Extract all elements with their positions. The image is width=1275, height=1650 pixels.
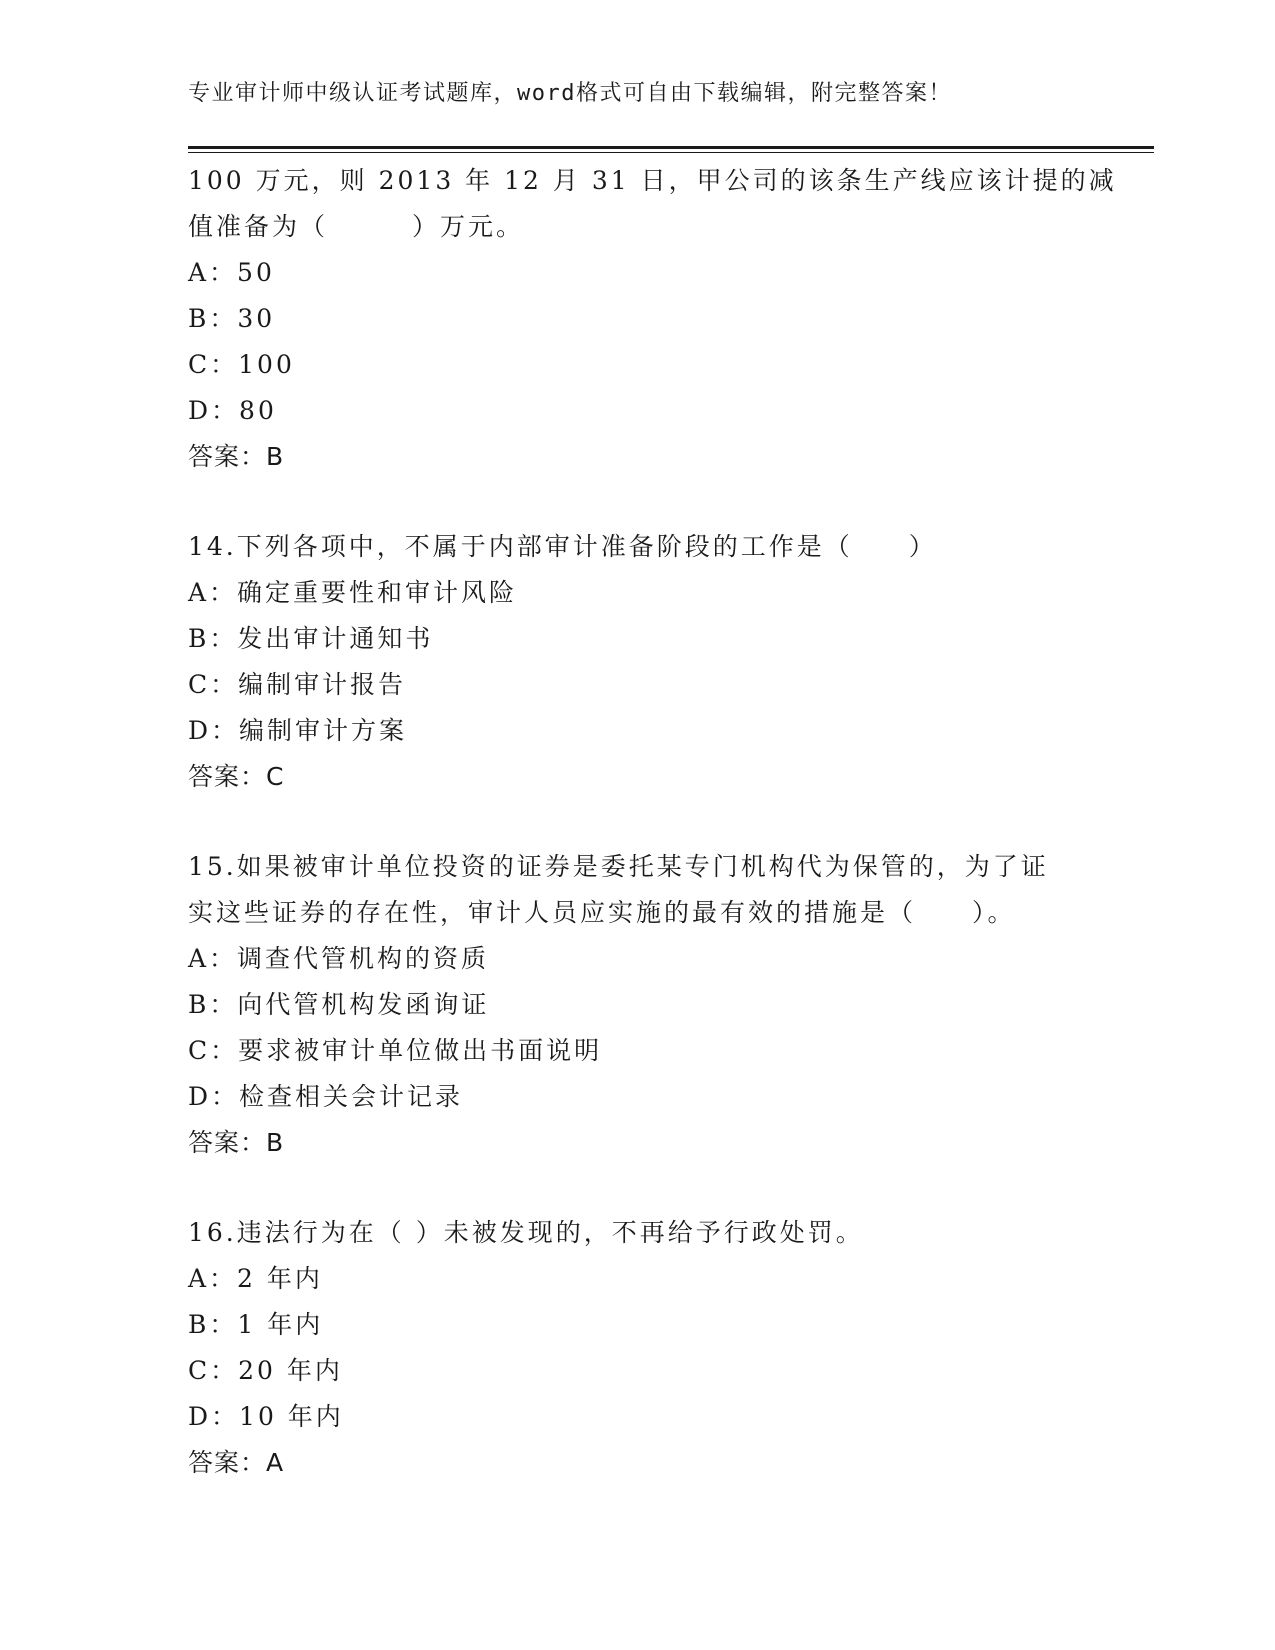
option-a: A：50 (188, 258, 275, 287)
question-text-line: 15.如果被审计单位投资的证券是委托某专门机构代为保管的，为了证 (188, 852, 1049, 881)
question-text-line: 16.违法行为在（ ）未被发现的，不再给予行政处罚。 (188, 1218, 864, 1247)
option-c: C：编制审计报告 (188, 670, 407, 699)
option-b: B：发出审计通知书 (188, 624, 434, 653)
option-b: B：1 年内 (188, 1310, 324, 1339)
question-text-line: 14.下列各项中，不属于内部审计准备阶段的工作是（ ） (188, 532, 937, 561)
option-d: D：检查相关会计记录 (188, 1082, 464, 1111)
header-rule-thick (188, 146, 1154, 149)
document-body (188, 158, 1117, 1486)
option-a: A：2 年内 (188, 1264, 323, 1293)
question-gap (188, 480, 1088, 524)
option-d: D：编制审计方案 (188, 716, 408, 745)
option-c: C：20 年内 (188, 1356, 343, 1385)
question-gap (188, 800, 1088, 844)
option-b: B：30 (188, 304, 276, 333)
option-a: A：调查代管机构的资质 (188, 944, 490, 973)
question-text-line: 实这些证券的存在性，审计人员应实施的最有效的措施是（ ）。 (188, 898, 1016, 927)
answer-line: 答案：C (188, 762, 285, 791)
option-d: D：80 (188, 396, 277, 425)
option-d: D：10 年内 (188, 1402, 344, 1431)
answer-line: 答案：B (188, 442, 285, 471)
option-c: C：100 (188, 350, 295, 379)
question-16 (188, 1210, 1088, 1486)
question-gap (188, 1166, 1088, 1210)
option-b: B：向代管机构发函询证 (188, 990, 490, 1019)
question-text-line: 值准备为（ ）万元。 (188, 212, 525, 241)
answer-line: 答案：A (188, 1448, 285, 1477)
question-14 (188, 524, 1088, 800)
option-c: C：要求被审计单位做出书面说明 (188, 1036, 603, 1065)
header-rule-thin (188, 152, 1154, 153)
answer-line: 答案：B (188, 1128, 285, 1157)
question-continuation (188, 158, 1117, 480)
page-header: 专业审计师中级认证考试题库，word格式可自由下载编辑，附完整答案！ (188, 81, 952, 106)
option-a: A：确定重要性和审计风险 (188, 578, 518, 607)
question-text-line: 100 万元，则 2013 年 12 月 31 日，甲公司的该条生产线应该计提的减 (188, 166, 1117, 195)
question-15 (188, 844, 1088, 1166)
